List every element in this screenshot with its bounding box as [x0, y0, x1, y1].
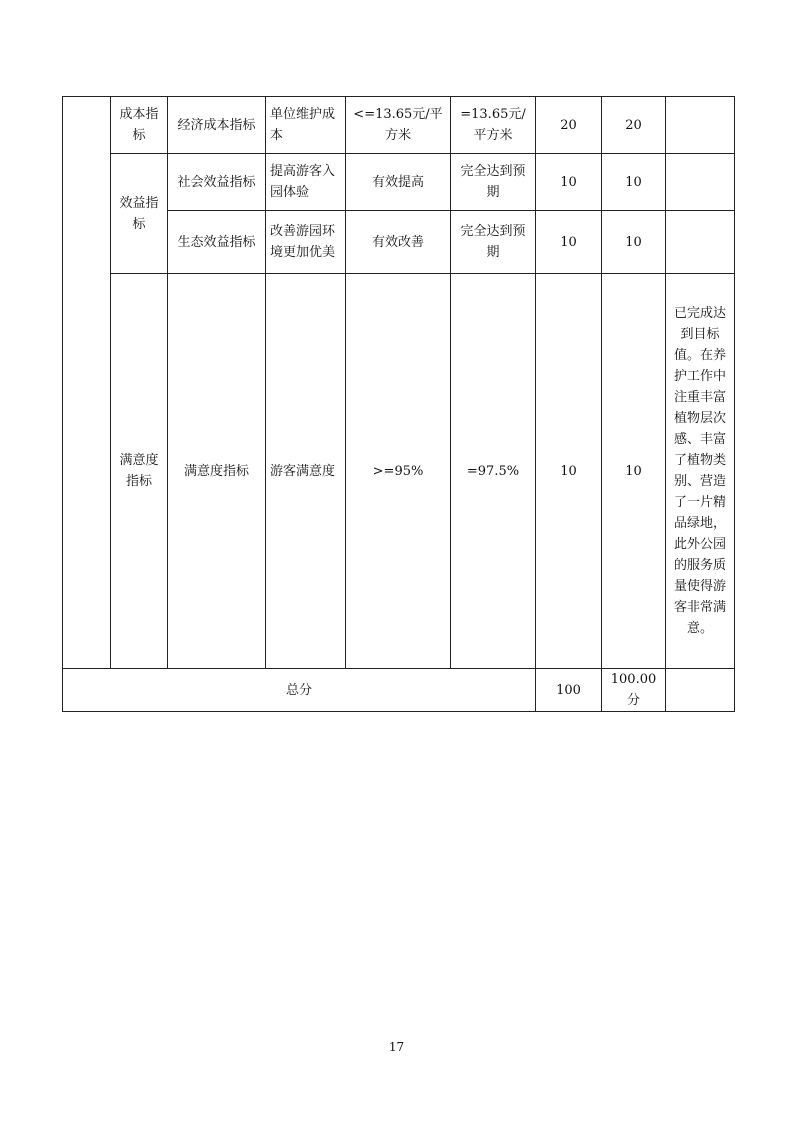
target-cell: >=95% — [346, 274, 451, 669]
total-row — [63, 669, 735, 712]
item-cell: 提高游客入园体验 — [266, 154, 346, 211]
indicator-cell: 经济成本指标 — [168, 97, 266, 154]
weight-cell: 10 — [536, 154, 602, 211]
item-cell: 改善游园环境更加优美 — [266, 211, 346, 274]
actual-cell: 完全达到预期 — [451, 154, 536, 211]
total-note — [666, 669, 735, 712]
score-cell: 20 — [602, 97, 666, 154]
score-cell: 10 — [602, 154, 666, 211]
score-cell: 10 — [602, 211, 666, 274]
weight-cell: 10 — [536, 211, 602, 274]
actual-cell: 完全达到预期 — [451, 211, 536, 274]
table-row — [63, 274, 735, 669]
note-cell: 已完成达到目标值。在养护工作中注重丰富植物层次感、丰富了植物类别、营造了一片精品绿地，此外公园的服务质量使得游客非常满意。 — [666, 274, 735, 669]
page-number: 17 — [388, 1040, 405, 1054]
total-label: 总分 — [63, 669, 536, 712]
score-cell: 10 — [602, 274, 666, 669]
actual-cell: =13.65元/平方米 — [451, 97, 536, 154]
table-row — [63, 97, 735, 154]
indicator-cell: 社会效益指标 — [168, 154, 266, 211]
sub-category-cell: 满意度指标 — [111, 274, 168, 669]
sub-category-cell: 成本指标 — [111, 97, 168, 154]
total-score: 100.00分 — [602, 669, 666, 712]
target-cell: <=13.65元/平方米 — [346, 97, 451, 154]
target-cell: 有效改善 — [346, 211, 451, 274]
category-cell — [63, 97, 111, 669]
item-cell: 游客满意度 — [266, 274, 346, 669]
sub-category-cell: 效益指标 — [111, 154, 168, 274]
item-cell: 单位维护成本 — [266, 97, 346, 154]
table-row — [63, 154, 735, 211]
note-cell — [666, 211, 735, 274]
indicator-cell: 满意度指标 — [168, 274, 266, 669]
actual-cell: =97.5% — [451, 274, 536, 669]
performance-table — [62, 96, 735, 712]
note-cell — [666, 97, 735, 154]
note-cell — [666, 154, 735, 211]
target-cell: 有效提高 — [346, 154, 451, 211]
indicator-cell: 生态效益指标 — [168, 211, 266, 274]
weight-cell: 20 — [536, 97, 602, 154]
weight-cell: 10 — [536, 274, 602, 669]
total-weight: 100 — [536, 669, 602, 712]
